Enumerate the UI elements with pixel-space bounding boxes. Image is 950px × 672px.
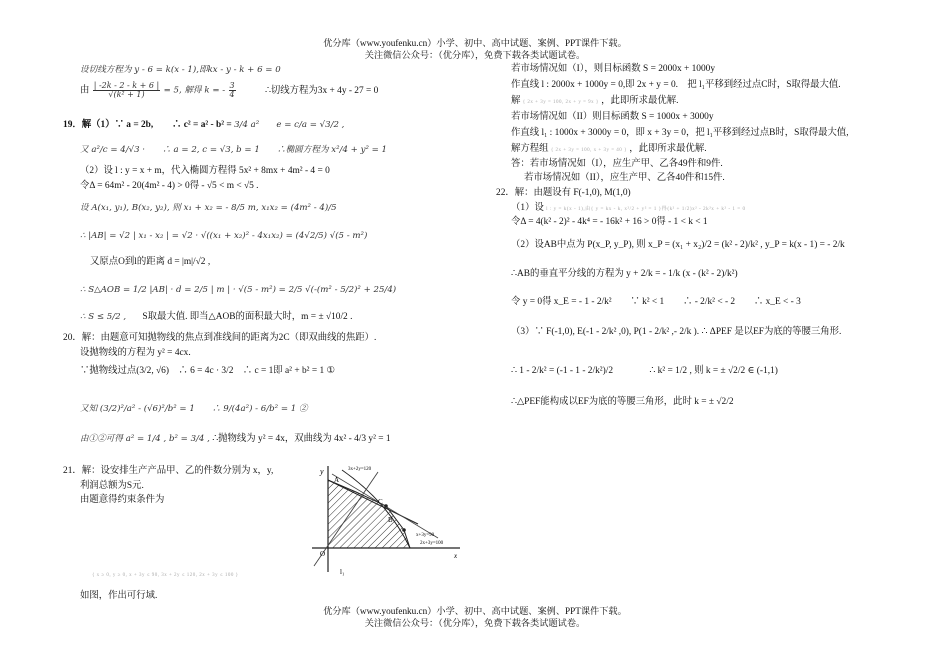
discriminant-line: 令Δ = 64m² - 20(4m² - 4) > 0得 - √5 < m < √5 . [80,181,259,191]
k-den: 4 [229,90,235,99]
q22-part3: （3）∵ F(-1,0), E(-1 - 2/k² ,0), P(1 - 2/k² ,- 2/k ). ∴ ΔPEF 是以EF为底的等腰三角形. [511,327,842,337]
page-header-line1: 优分库（www.youfenku.cn）小学、初中、高中试题、案例、PPT课件下载。 [323,38,627,48]
frac-num: | -2k - 2 - k + 6 | [93,81,160,90]
distance-fraction [93,82,161,99]
max-area-text: S取最大值. 即当△AOB的面积最大时，m = ± √10/2 . [142,312,353,322]
origin-distance-line: 又原点O到l的距离 d = |m|/√2 , [90,257,211,267]
parabola-setup: 设抛物线的方程为 y² = 4cx. [80,348,191,358]
chord-length-line: ∴ |AB| = √2 | x₁ - x₂ | = √2 · √((x₁ + x₂)² - 4x₁x₂) = (4√2/5) √(5 - m²) [80,231,368,241]
perpendicular-bisector: ∴AB的垂直平分线的方程为 y + 2/k = - 1/k (x - (k² - 2)/k²) [511,269,738,279]
profit-total: 利润总额为S元. [80,481,144,491]
parabola-point: ∵抛物线过点(3/2, √6) ∴ 6 = 4c · 3/2 ∴ c = 1即 a² + b² = 1 ① [80,366,335,376]
point-c [384,504,388,508]
q19-eccentricity: 3/4 a² e = c/a = √3/2 , [234,120,345,130]
q22-midpoint: （2）设AB中点为 P(x_P, y_P), 则 x_P = (x₁ + x₂)/2 = (k² - 2)/k² , y_P = k(x - 1) = - 2/k [511,240,845,250]
case2-optimal: ，此即所求最优解. [629,144,707,154]
label-a: A [334,476,340,484]
label-3x2y120: 3x+2y=120 [348,467,372,472]
distance-condition [80,82,378,99]
case1-optimal: ，此即所求最优解. [601,96,679,106]
case2-objective: 若市场情况如（II）则目标函数 S = 1000x + 3000y [511,112,714,122]
case2-line: 作直线 l₁ : 1000x + 3000y = 0，即 x + 3y = 0，把 l₁平移到经过点B时，S取得最大值, [511,128,849,138]
feasible-region-figure [298,462,468,578]
label-x3y90: x+3y=90 [416,533,435,538]
k-fraction [229,82,236,99]
tangent-result: ∴切线方程为3x + 4y - 27 = 0 [264,85,379,96]
q21-line: 21．解：设安排生产产品甲、乙的件数分别为 x，y, [63,466,274,476]
max-area-line [80,312,352,323]
q22-system: l : y = k(x - 1),由{ y = kx - k, x²/2 + y² = 1 }得(k² + 1/2)x² - 2k²x + k² - 1 = 0 [546,206,746,212]
case1-line: 作直线 l : 2000x + 1000y = 0,即 2x + y = 0. 把 l₁平移到经过点C时，S取得最大值. [511,80,841,90]
set-label: （1）设 [511,203,544,213]
k-solution: ∴ k² = 1/2 , 则 k = ± √2/2 ∈ (-1,1) [649,366,778,376]
answer-case2: 若市场情况如（II），应生产甲、乙各40件和15件. [524,173,725,183]
case2-solve [511,144,707,155]
xe-range: 令 y = 0得 x_E = - 1 - 2/k² ∵ k² < 1 ∴ - 2/k² < - 2 ∴ x_E < - 3 [511,297,801,307]
constraint-intro: 由题意得约束条件为 [80,495,165,505]
isosceles-condition [511,366,778,377]
feasible-region-text: 如图，作出可行域. [80,591,158,601]
q20-line: 20．解：由题意可知抛物线的焦点到准线间的距离为2C（即双曲线的焦距）. [63,333,377,343]
point-b [402,528,406,532]
k-num: 3 [229,81,235,90]
hyperbola-condition: 又知 (3/2)²/a² - (√6)²/b² = 1 ∴ 9/(4a²) - 6/b² = 1 ② [80,404,308,414]
label-2x3y100: 2x+3y=100 [420,541,444,546]
q19-start: 19．解（1）∵ a = 2b, ∴ c² = a² - b² = [63,120,235,130]
page-footer-line1: 优分库（www.youfenku.cn）小学、初中、高中试题、案例、PPT课件下载。 [323,606,627,616]
vieta-line: 设 A(x₁, y₁), B(x₂, y₂), 则 x₁ + x₂ = - 8/5 m, x₁x₂ = (4m² - 4)/5 [80,203,337,213]
label-b: B [388,516,393,524]
q19-part2: （2）设 l : y = x + m，代入椭圆方程得 5x² + 8mx + 4m² - 4 = 0 [80,166,330,176]
curve-results: ∴抛物线为 y² = 4x，双曲线为 4x² - 4/3 y² = 1 [212,434,391,444]
case1-solve [511,96,679,107]
q22-discriminant: 令Δ = 4(k² - 2)² - 4k⁴ = - 16k² + 16 > 0得 - 1 < k < 1 [511,217,708,227]
case1-system: { 2x + 3y = 100, 2x + y = 9x } [522,100,599,105]
page-footer-line2: 关注微信公众号：（优分库），免费下载各类试题试卷。 [364,618,586,628]
q19-line [63,120,344,131]
case1-objective: 若市场情况如（I），则目标函数 S = 2000x + 1000y [511,64,716,74]
equation-k: ∴ 1 - 2/k² = (-1 - 1 - 2/k²)/2 [511,366,614,376]
constraint-system-faint: { x ≥ 0, y ≥ 0, x + 3y ≤ 90, 3x + 2y ≤ 120, 2x + 3y ≤ 100 } [92,573,239,578]
q22-conclusion: ∴△PEF能构成以EF为底的等腰三角形，此时 k = ± √2/2 [511,397,734,407]
q22-line: 22．解：由题设有 F(-1,0), M(1,0) [496,188,631,198]
answer-case1: 答：若市场情况如（I），应生产甲、乙各49件和9件. [511,159,723,169]
ab-values: 由①②可得 a² = 1/4 , b² = 3/4 , [80,434,210,444]
page-header-line2: 关注微信公众号：（优分库），免费下载各类试题试卷。 [364,50,586,60]
solve-system-label: 解方程组 [511,144,549,154]
area-line: ∴ S△AOB = 1/2 |AB| · d = 2/5 | m | · √(5 - m²) = 2/5 √(-(m² - 5/2)² + 25/4) [80,285,397,295]
label-o: O [320,550,326,558]
case2-system: { 2x + 3y = 100, x + 3y = 40 } [550,148,627,153]
label-x: x [454,552,458,560]
text-you: 由 [80,85,90,96]
label-l1: l₁ [340,568,345,576]
solve-label: 解 [511,96,521,106]
tangent-line-eq: 设切线方程为 y - 6 = k(x - 1),即kx - y - k + 6 = 0 [80,65,281,75]
q20-result [80,434,391,445]
ellipse-equation-line: 又 a²/c = 4/√3 · ∴ a = 2, c = √3, b = 1 ∴椭圆方程为 x²/4 + y² = 1 [80,145,388,155]
label-y: y [320,467,324,476]
frac-den: √(k² + 1) [108,90,145,99]
label-c: C [378,498,383,506]
solve-k: = 5, 解得 k = - [163,85,226,96]
q22-part1 [511,203,746,214]
s-bound: ∴ S ≤ 5/2 , [80,312,127,322]
